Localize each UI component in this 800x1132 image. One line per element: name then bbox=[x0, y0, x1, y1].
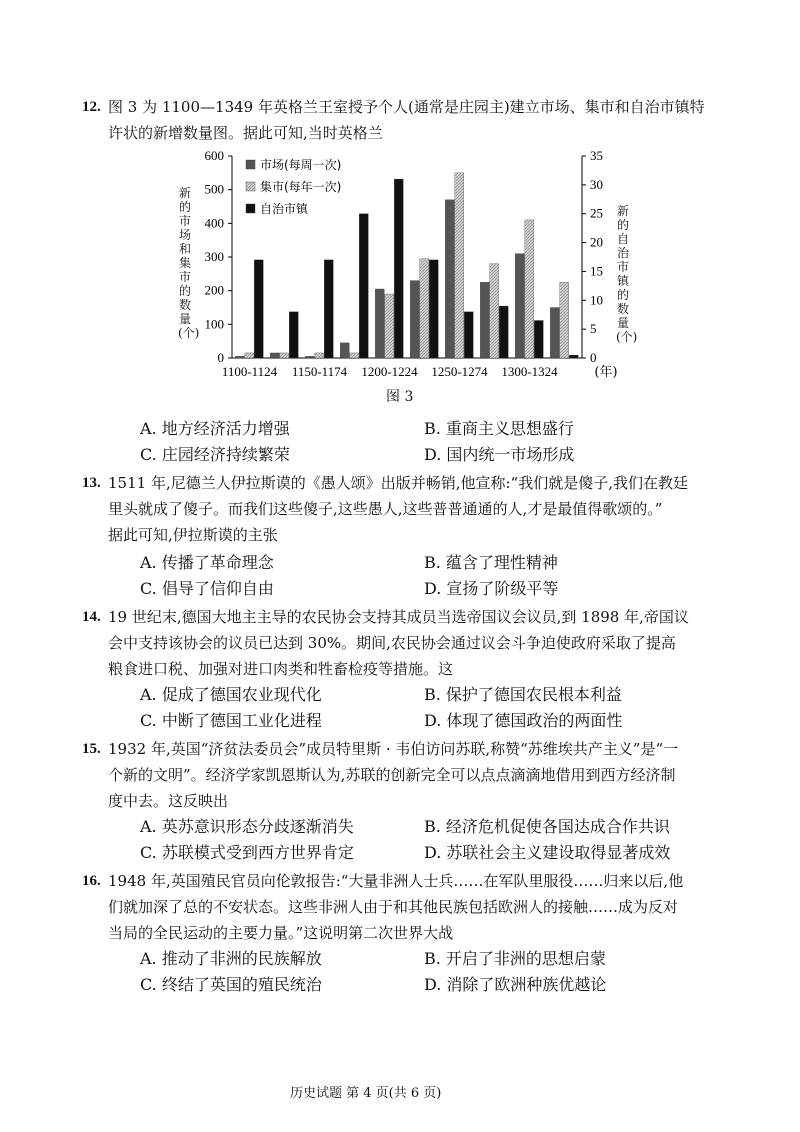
bar-market bbox=[375, 289, 384, 358]
option-a[interactable]: A. 促成了德国农业现代化 bbox=[140, 685, 322, 704]
bar-borough bbox=[464, 312, 473, 358]
bar-market bbox=[550, 308, 559, 359]
option-c[interactable]: C. 苏联模式受到西方世界肯定 bbox=[140, 843, 354, 862]
right-tick-label: 10 bbox=[590, 292, 603, 308]
legend-label: 集市(每年一次) bbox=[260, 180, 342, 194]
question-15-line1: 1932 年,英国“济贫法委员会”成员特里斯 · 韦伯访问苏联,称赞“苏维埃共产主义”是“一 bbox=[108, 740, 679, 758]
question-14-line3: 粮食进口税、加强对进口肉类和牲畜检疫等措施。这 bbox=[108, 660, 454, 678]
x-tick-label: 1300-1324 bbox=[501, 364, 558, 378]
question-16-line3: 当局的全民运动的主要力量。”这说明第二次世界大战 bbox=[108, 924, 454, 942]
question-13-line1: 1511 年,尼德兰人伊拉斯谟的《愚人颂》出版并畅销,他宣称:“我们就是傻子,我们在教廷 bbox=[108, 474, 688, 492]
option-b[interactable]: B. 蕴含了理性精神 bbox=[424, 553, 558, 572]
bar-fair bbox=[350, 353, 359, 358]
bar-fair bbox=[315, 353, 324, 358]
legend-label: 自治市镇 bbox=[260, 202, 309, 216]
option-a[interactable]: A. 地方经济活力增强 bbox=[140, 419, 290, 438]
option-b[interactable]: B. 保护了德国农民根本利益 bbox=[424, 685, 622, 704]
question-15-line2: 个新的文明”。经济学家凯恩斯认为,苏联的创新完全可以点点滴滴地借用到西方经济制 bbox=[108, 766, 676, 784]
question-16 bbox=[82, 868, 708, 946]
bar-fair bbox=[245, 353, 254, 358]
bar-borough bbox=[289, 312, 298, 358]
bar-borough bbox=[394, 179, 403, 358]
question-15 bbox=[82, 736, 708, 814]
right-axis-label: 新的自治市镇的数量(个) bbox=[616, 204, 638, 344]
bar-borough bbox=[359, 214, 368, 358]
bar-fair bbox=[490, 264, 499, 358]
left-axis-label: 新的市场和集市的数量(个) bbox=[178, 186, 200, 340]
bar-fair bbox=[455, 173, 464, 358]
option-c[interactable]: C. 倡导了信仰自由 bbox=[140, 579, 274, 598]
question-number: 16. bbox=[82, 873, 101, 889]
question-12-stem-line2: 许状的新增数量图。据此可知,当时英格兰 bbox=[108, 124, 383, 142]
question-14-line2: 会中支持该协会的议员已达到 30%。期间,农民协会通过议会斗争迫使政府采取了提高 bbox=[108, 634, 676, 652]
x-tick-label: 1100-1124 bbox=[221, 364, 278, 378]
bar-fair bbox=[525, 220, 534, 358]
bar-chart bbox=[170, 146, 638, 378]
x-axis-unit: (年) bbox=[594, 365, 618, 378]
legend-swatch bbox=[246, 182, 255, 191]
right-tick-label: 15 bbox=[590, 263, 603, 279]
option-c[interactable]: C. 终结了英国的殖民统治 bbox=[140, 975, 322, 994]
right-tick-label: 20 bbox=[590, 234, 603, 250]
option-d[interactable]: D. 苏联社会主义建设取得显著成效 bbox=[424, 843, 671, 862]
page-footer: 历史试题 第 4 页(共 6 页) bbox=[290, 1086, 442, 1101]
question-number: 13. bbox=[82, 475, 101, 491]
bar-market bbox=[340, 343, 349, 358]
option-d[interactable]: D. 宣扬了阶级平等 bbox=[424, 579, 559, 598]
figure-caption: 图 3 bbox=[386, 389, 414, 405]
bar-borough bbox=[324, 260, 333, 358]
left-tick-label: 300 bbox=[204, 249, 224, 264]
option-b[interactable]: B. 经济危机促使各国达成合作共识 bbox=[424, 817, 670, 836]
left-tick-label: 400 bbox=[204, 215, 224, 231]
option-b[interactable]: B. 重商主义思想盛行 bbox=[424, 419, 574, 438]
bar-borough bbox=[499, 306, 508, 358]
x-tick-label: 1200-1224 bbox=[361, 364, 418, 378]
bar-borough bbox=[254, 260, 263, 358]
question-number: 12. bbox=[82, 99, 101, 115]
left-tick-label: 500 bbox=[204, 181, 224, 197]
question-number: 14. bbox=[82, 609, 101, 625]
question-14 bbox=[82, 604, 708, 682]
bar-market bbox=[270, 353, 279, 358]
bar-fair bbox=[280, 353, 289, 358]
question-14-line1: 19 世纪末,德国大地主主导的农民协会支持其成员当选帝国议会议员,到 1898 年,帝国议 bbox=[108, 608, 689, 626]
right-tick-label: 35 bbox=[590, 148, 603, 163]
legend-swatch bbox=[246, 204, 255, 213]
question-13-line2: 里头就成了傻子。而我们这些傻子,这些愚人,这些普普通通的人,才是最值得歌颂的。” bbox=[108, 500, 663, 518]
option-a[interactable]: A. 传播了革命理念 bbox=[140, 553, 274, 572]
bar-market bbox=[410, 281, 419, 358]
option-b[interactable]: B. 开启了非洲的思想启蒙 bbox=[424, 949, 606, 968]
right-tick-label: 25 bbox=[590, 205, 603, 221]
x-tick-label: 1150-1174 bbox=[291, 364, 348, 378]
bar-borough bbox=[569, 355, 578, 358]
left-tick-label: 600 bbox=[204, 148, 224, 163]
legend-label: 市场(每周一次) bbox=[260, 158, 342, 172]
bar-market bbox=[235, 356, 244, 358]
option-d[interactable]: D. 消除了欧洲种族优越论 bbox=[424, 975, 607, 994]
option-a[interactable]: A. 英苏意识形态分歧逐渐消失 bbox=[140, 817, 354, 836]
bar-market bbox=[515, 254, 524, 358]
bar-market bbox=[445, 200, 454, 358]
option-a[interactable]: A. 推动了非洲的民族解放 bbox=[140, 949, 322, 968]
option-d[interactable]: D. 国内统一市场形成 bbox=[424, 445, 575, 464]
question-13 bbox=[82, 470, 708, 548]
option-d[interactable]: D. 体现了德国政治的两面性 bbox=[424, 711, 623, 730]
question-12 bbox=[82, 94, 708, 146]
question-15-line3: 度中去。这反映出 bbox=[108, 792, 229, 810]
left-tick-label: 100 bbox=[204, 316, 224, 332]
bar-fair bbox=[420, 259, 429, 358]
bar-market bbox=[480, 282, 489, 358]
left-tick-label: 0 bbox=[217, 350, 224, 365]
bar-market bbox=[305, 356, 314, 358]
bar-borough bbox=[429, 260, 438, 358]
right-tick-label: 30 bbox=[590, 176, 603, 192]
question-number: 15. bbox=[82, 741, 101, 757]
question-13-line3: 据此可知,伊拉斯谟的主张 bbox=[108, 526, 278, 544]
option-c[interactable]: C. 庄园经济持续繁荣 bbox=[140, 445, 290, 464]
question-16-line2: 们就加深了总的不安状态。这些非洲人由于和其他民族包括欧洲人的接触……成为反对 bbox=[108, 898, 679, 916]
bar-fair bbox=[385, 294, 394, 358]
question-16-line1: 1948 年,英国殖民官员向伦敦报告:“大量非洲人士兵……在军队里服役……归来以后,他 bbox=[108, 872, 684, 890]
bar-fair bbox=[560, 282, 569, 358]
right-tick-label: 0 bbox=[590, 350, 597, 365]
left-tick-label: 200 bbox=[204, 282, 224, 298]
question-12-stem-line1: 12. 图 3 为 1100—1349 年英格兰王室授予个人(通常是庄园主)建立市场、集市和自治市镇特 bbox=[108, 94, 708, 120]
bar-borough bbox=[534, 320, 543, 358]
legend-swatch bbox=[246, 160, 255, 169]
option-c[interactable]: C. 中断了德国工业化进程 bbox=[140, 711, 322, 730]
x-tick-label: 1250-1274 bbox=[431, 364, 488, 378]
right-tick-label: 5 bbox=[590, 321, 597, 337]
